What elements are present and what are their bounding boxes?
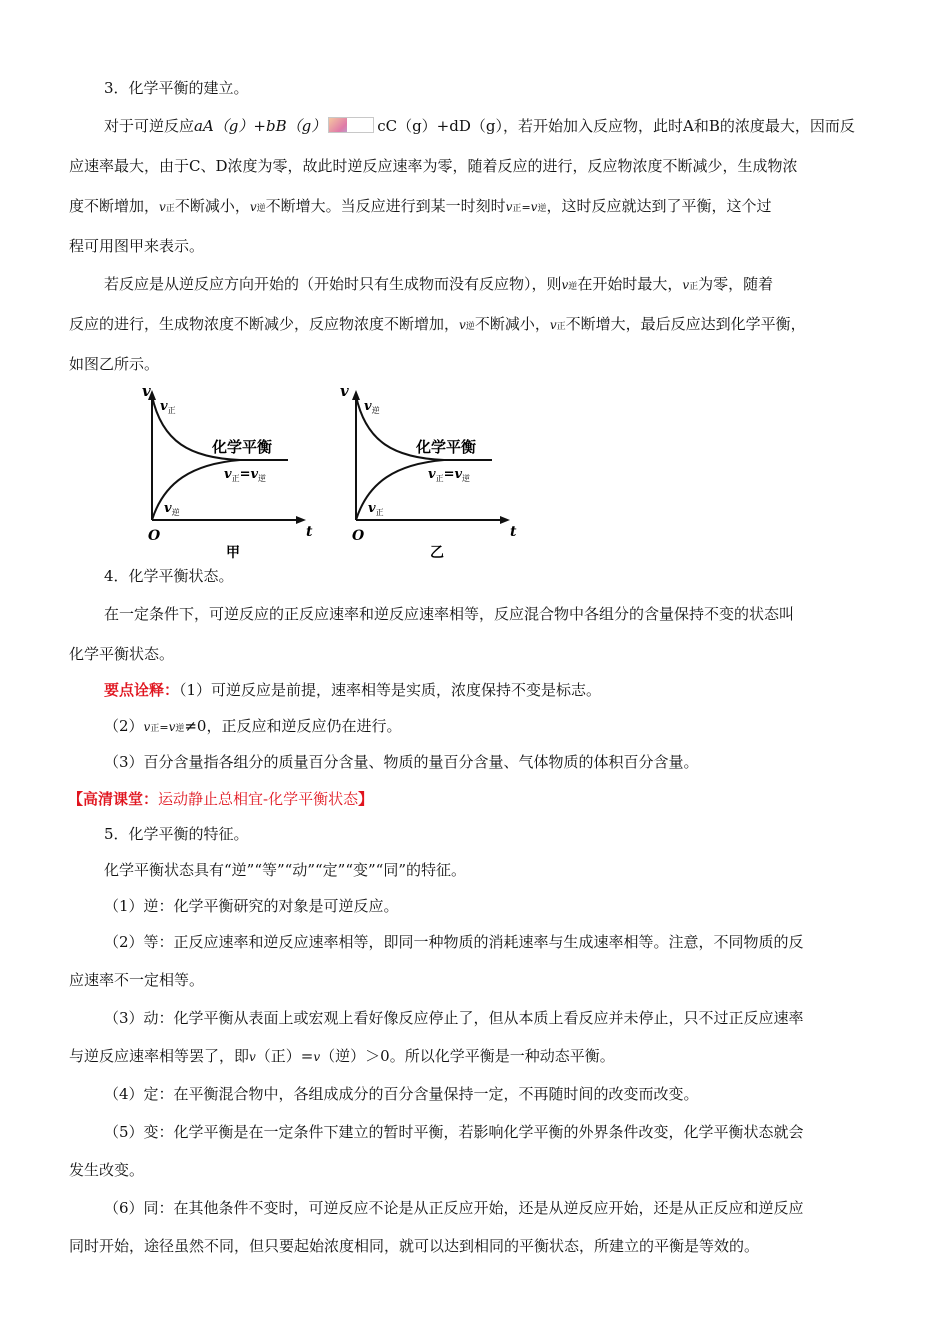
section-4-note-1: 要点诠释：（1）可逆反应是前提，速率相等是实质，浓度保持不变是标志。 — [104, 681, 602, 699]
section-3-p2-line-2: 反应的进行，生成物浓度不断减少，反应物浓度不断增加，v逆不断减小，v正不断增大，最后反应达到化学平衡， — [69, 315, 806, 333]
left-caption: 甲 — [226, 545, 240, 561]
right-bottom-curve-label: $v_正$ — [368, 501, 384, 517]
section-3-p1-line-3: 度不断增加，v正不断减小，v逆不断增大。当反应进行到某一时刻时v正=v逆，这时反应就达到了平衡，这个过 — [69, 197, 772, 215]
right-x-arrow — [500, 516, 510, 524]
right-equilibrium-eq: $v_正=v_逆$ — [428, 467, 471, 483]
left-origin-label: O — [148, 528, 161, 544]
section-5-intro: 化学平衡状态具有“逆”“等”“动”“定”“变”“同”的特征。 — [104, 861, 467, 879]
section-5-item-3-line-1: （3）动：化学平衡从表面上或宏观上看好像反应停止了，但从本质上看反应并未停止，只不过正反应速率 — [104, 1009, 804, 1027]
note-label: 要点诠释： — [104, 681, 180, 699]
section-4-note-2: （2）v正=v逆≠0，正反应和逆反应仍在进行。 — [104, 717, 402, 735]
figure-right — [340, 382, 517, 561]
section-3-p1-line-2: 应速率最大，由于C、D浓度为零，故此时逆反应速率为零，随着反应的进行，反应物浓度不断减少，生成物浓 — [69, 157, 798, 175]
section-5-item-5-line-2: 发生改变。 — [69, 1161, 145, 1179]
section-4-p1-line-1: 在一定条件下，可逆反应的正反应速率和逆反应速率相等，反应混合物中各组分的含量保持不变的状态叫 — [104, 605, 795, 623]
section-4-heading: 4．化学平衡状态。 — [104, 567, 234, 585]
section-5-item-5-line-1: （5）变：化学平衡是在一定条件下建立的暂时平衡，若影响化学平衡的外界条件改变，化学平衡状态就会 — [104, 1123, 804, 1141]
section-4-note-3: （3）百分含量指各组分的质量百分含量、物质的量百分含量、气体物质的体积百分含量。 — [104, 753, 699, 771]
left-equilibrium-eq: $v_正=v_逆$ — [224, 467, 267, 483]
section-5-item-4: （4）定：在平衡混合物中，各组成成分的百分含量保持一定，不再随时间的改变而改变。 — [104, 1085, 699, 1103]
right-equilibrium-label: 化学平衡 — [416, 438, 477, 456]
hd-class-link[interactable]: 【高清课堂：运动静止总相宜-化学平衡状态】 — [68, 790, 374, 808]
figure-left — [142, 382, 313, 561]
section-5-item-1: （1）逆：化学平衡研究的对象是可逆反应。 — [104, 897, 399, 915]
section-5-item-6-line-1: （6）同：在其他条件不变时，可逆反应不论是从正反应开始，还是从逆反应开始，还是从正反应和逆反应 — [104, 1199, 804, 1217]
left-equilibrium-label: 化学平衡 — [212, 438, 273, 456]
section-5-heading: 5．化学平衡的特征。 — [104, 825, 249, 843]
right-axis-x-label: t — [510, 524, 517, 540]
equilibrium-figures — [130, 382, 530, 562]
right-origin-label: O — [352, 528, 365, 544]
left-top-curve-label: $v_正$ — [160, 399, 176, 415]
section-3-p1-line-4: 程可用图甲来表示。 — [69, 237, 205, 255]
section-3-p2-line-1: 若反应是从逆反应方向开始的（开始时只有生成物而没有反应物），则v逆在开始时最大，v正为零，随着 — [104, 275, 774, 293]
section-3-p2-line-3: 如图乙所示。 — [69, 355, 160, 373]
section-5-item-3-line-2: 与逆反应速率相等罢了，即v（正）=v（逆）＞0。所以化学平衡是一种动态平衡。 — [69, 1047, 615, 1065]
reversible-arrow-image — [328, 117, 374, 133]
section-5-item-2-line-1: （2）等：正反应速率和逆反应速率相等，即同一种物质的消耗速率与生成速率相等。注意，不同物质的反 — [104, 933, 804, 951]
left-axis-y-label: v — [142, 382, 151, 400]
section-4-p1-line-2: 化学平衡状态。 — [69, 645, 175, 663]
right-axis-y-label: v — [340, 382, 349, 400]
left-bottom-curve-label: $v_逆$ — [164, 501, 180, 517]
left-x-arrow — [296, 516, 306, 524]
section-3-p1-line-1: 对于可逆反应aA（g）+bB（g） cC（g）+dD（g），若开始加入反应物，此时A和B的浓度最大，因而反 — [104, 117, 855, 135]
right-caption: 乙 — [430, 545, 444, 561]
right-top-curve-label: $v_逆$ — [364, 399, 380, 415]
left-axis-x-label: t — [306, 524, 313, 540]
section-5-item-2-line-2: 应速率不一定相等。 — [69, 971, 205, 989]
section-5-item-6-line-2: 同时开始，途径虽然不同，但只要起始浓度相同，就可以达到相同的平衡状态，所建立的平衡是等效的。 — [69, 1237, 760, 1255]
section-3-heading: 3．化学平衡的建立。 — [104, 79, 249, 97]
